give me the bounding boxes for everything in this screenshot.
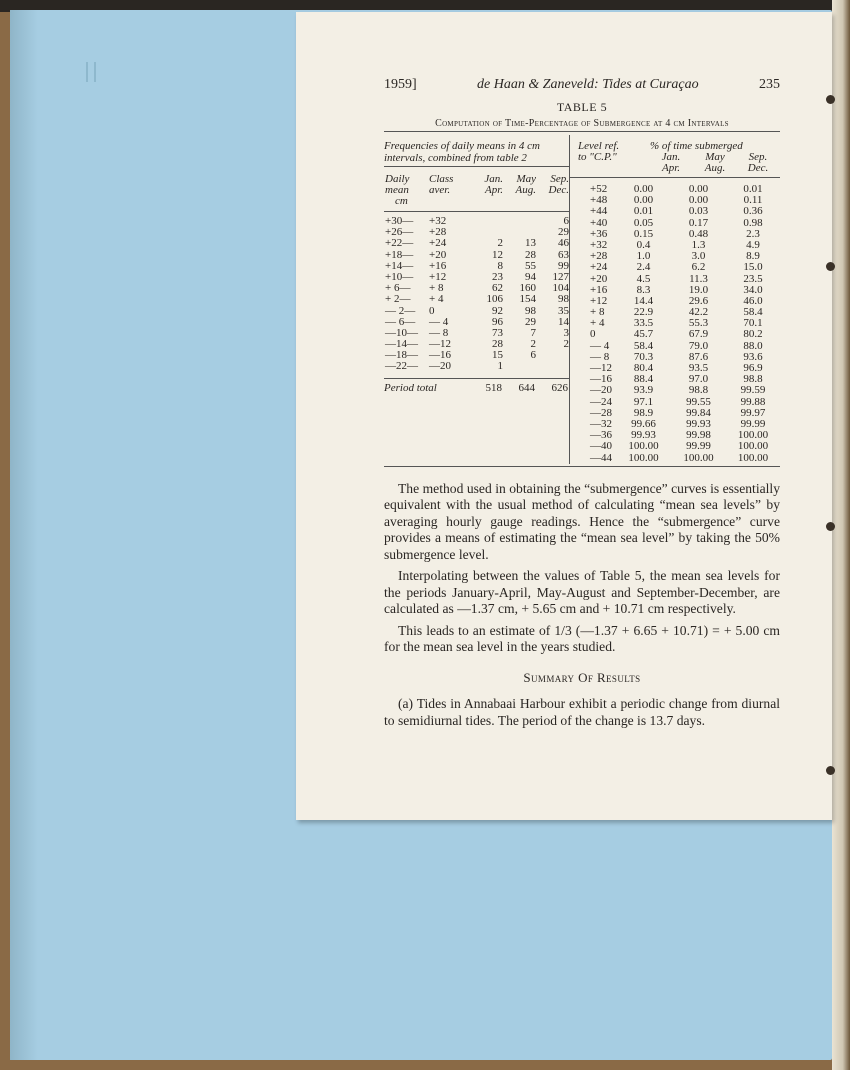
- submergence-cell: +48: [590, 194, 608, 207]
- rheader-jan: Jan.: [661, 151, 681, 163]
- frequency-cell: —16: [429, 349, 451, 362]
- submergence-cell: +20: [590, 272, 608, 285]
- staple-hole: [826, 766, 835, 775]
- frequency-cell: +32: [429, 215, 447, 227]
- table-bottom-rule: [384, 466, 780, 467]
- submergence-cell: 88.4: [633, 373, 654, 386]
- submergence-rows: [570, 184, 780, 464]
- period-total-label: Period total: [384, 381, 437, 394]
- frequency-cell: 28: [492, 338, 503, 351]
- submergence-cell: 0.01: [743, 183, 763, 195]
- frequency-cell: 98: [525, 304, 536, 317]
- frequency-cell: 23: [492, 270, 503, 283]
- submergence-cell: —32: [590, 417, 612, 430]
- submergence-cell: 100.00: [737, 440, 769, 453]
- submergence-cell: 0.98: [743, 216, 763, 229]
- staple-hole: [826, 95, 835, 104]
- submergence-cell: 2.4: [636, 261, 651, 274]
- period-total-jan-apr: 518: [485, 381, 502, 394]
- frequency-cell: 7: [530, 326, 536, 339]
- submergence-cell: + 4: [590, 317, 605, 330]
- frequency-cell: +30—: [385, 215, 414, 227]
- body-text: [384, 481, 780, 730]
- frequency-cell: 160: [519, 282, 536, 295]
- frequency-column-headers: [384, 174, 569, 207]
- submergence-cell: 0.00: [688, 183, 709, 195]
- frequency-cell: 94: [525, 270, 536, 283]
- period-may-aug: [694, 152, 736, 174]
- submergence-cell: 87.6: [688, 350, 709, 363]
- frequency-cell: 13: [525, 237, 536, 250]
- frequency-cell: +16: [429, 259, 447, 272]
- submergence-cell: 33.5: [633, 317, 654, 330]
- submergence-cell: 0.05: [633, 216, 654, 229]
- submergence-cell: 14.4: [633, 294, 654, 307]
- submergence-cell: + 8: [590, 306, 605, 319]
- submergence-cell: 34.0: [743, 283, 763, 296]
- period-headers: [648, 152, 780, 174]
- period-total-sep-dec: 626: [551, 381, 568, 394]
- frequency-cell: +18—: [385, 248, 414, 261]
- submergence-cell: —36: [590, 429, 612, 442]
- submergence-row: [570, 385, 780, 396]
- submergence-cell: 99.55: [686, 395, 711, 408]
- frequency-cell: 62: [492, 282, 503, 295]
- frequency-cell: 12: [492, 248, 503, 261]
- header-aver: aver.: [429, 184, 451, 196]
- submergence-row: [570, 206, 780, 217]
- submergence-cell: 88.0: [743, 339, 763, 352]
- submergence-cell: —44: [590, 451, 612, 464]
- frequency-cell: [503, 216, 536, 227]
- header-daily: Daily: [385, 173, 410, 185]
- submergence-row: [570, 274, 780, 285]
- header-dec: Dec.: [548, 184, 569, 196]
- submergence-cell: 67.9: [688, 328, 709, 341]
- submergence-cell: 6.2: [691, 261, 706, 274]
- frequency-cell: +10—: [385, 270, 414, 283]
- crease-mark: [86, 62, 96, 82]
- submergence-cell: 100.00: [683, 451, 714, 464]
- submergence-cell: 98.8: [688, 384, 709, 397]
- submergence-cell: —24: [590, 395, 612, 408]
- submergence-table: [570, 135, 780, 464]
- page-number: 235: [758, 77, 780, 92]
- header-jan: Jan.: [484, 173, 503, 185]
- frequency-cell: 6: [563, 215, 569, 227]
- table-top-rule: [384, 131, 780, 132]
- frequency-cell: — 8: [429, 326, 449, 339]
- submergence-header-rule: [570, 177, 780, 178]
- submergence-cell: 29.6: [688, 294, 709, 307]
- sep-dec-header: [536, 174, 569, 207]
- period-jan-apr: [648, 152, 694, 174]
- submergence-row: [570, 453, 780, 464]
- submergence-cell: 55.3: [688, 317, 709, 330]
- frequency-cell: + 2—: [385, 293, 411, 306]
- staple-hole: [826, 262, 835, 271]
- header-to-cp: to "C.P.": [578, 151, 617, 163]
- frequency-cell: [536, 361, 569, 372]
- may-aug-header: [503, 174, 536, 207]
- submergence-cell: 15.0: [743, 261, 763, 274]
- submergence-cell: 79.0: [688, 339, 709, 352]
- jan-apr-header: [473, 174, 503, 207]
- frequency-row: [384, 306, 569, 317]
- paragraph-interpolating: Interpolating between the values of Table 5, the mean sea levels for the periods January-April, May-August and September-December, are calculated as —1.37 cm, + 5.65 cm and + 10.71 cm respectively.: [384, 568, 780, 617]
- submergence-cell: 4.5: [636, 272, 651, 285]
- frequency-cell: 2: [530, 338, 536, 351]
- submergence-cell: 0.01: [633, 205, 654, 218]
- submergence-headers: [570, 135, 780, 174]
- header-sep: Sep.: [550, 173, 569, 185]
- submergence-cell: 99.99: [740, 417, 766, 430]
- submergence-cell: —40: [590, 440, 612, 453]
- submergence-cell: 0.03: [688, 205, 709, 218]
- submergence-cell: 46.0: [743, 294, 763, 307]
- frequency-note: Frequencies of daily means in 4 cm intervals, combined from table 2: [384, 140, 540, 164]
- submergence-cell: 96.9: [743, 362, 763, 374]
- frequency-cell: 15: [492, 349, 503, 362]
- frequency-cell: +28: [429, 226, 447, 239]
- submergence-cell: 0.00: [688, 194, 709, 207]
- frequency-cell: +12: [429, 270, 447, 283]
- submergence-cell: 99.99: [686, 440, 711, 453]
- rheader-apr: Apr.: [661, 162, 681, 174]
- frequency-cell: 96: [492, 315, 503, 328]
- paragraph-summary-a: (a) Tides in Annabaai Harbour exhibit a periodic change from diurnal to semidiurnal tides. The period of the change is 13.7 days.: [384, 696, 780, 728]
- submergence-cell: 2.3: [746, 227, 760, 240]
- percent-submerged-header: [648, 141, 780, 174]
- submergence-cell: 8.9: [746, 250, 760, 263]
- frequency-cell: 99: [558, 259, 569, 272]
- frequency-cell: 63: [558, 248, 569, 261]
- period-total-row: [384, 383, 569, 394]
- frequency-cell: 2: [497, 237, 503, 250]
- submergence-cell: 0.4: [636, 238, 651, 251]
- rheader-may: May: [705, 151, 725, 163]
- frequency-cell: +22—: [385, 237, 414, 250]
- submergence-cell: 42.2: [688, 306, 709, 319]
- frequency-cell: 106: [486, 293, 503, 306]
- submergence-cell: — 8: [590, 350, 610, 363]
- submergence-cell: 58.4: [633, 339, 654, 352]
- submergence-cell: 99.88: [740, 395, 766, 408]
- submergence-cell: 0.00: [633, 183, 654, 195]
- submergence-cell: 3.0: [691, 250, 706, 263]
- frequency-cell: 6: [530, 349, 536, 362]
- frequency-cell: 92: [492, 304, 503, 317]
- submergence-cell: 4.9: [746, 238, 760, 251]
- submergence-cell: 0.17: [688, 216, 709, 229]
- submergence-cell: +12: [590, 294, 608, 307]
- submergence-cell: 80.4: [633, 362, 654, 374]
- submergence-cell: 0.48: [688, 227, 709, 240]
- submergence-cell: +28: [590, 250, 608, 263]
- frequency-cell: 73: [492, 326, 503, 339]
- table-5: [384, 135, 780, 464]
- submergence-cell: 1.3: [691, 238, 706, 251]
- submergence-cell: 0.00: [633, 194, 654, 207]
- submergence-cell: 93.6: [743, 350, 763, 363]
- submergence-cell: +16: [590, 283, 608, 296]
- header-apr: Apr.: [484, 184, 503, 196]
- paragraph-method: The method used in obtaining the “submergence” curves is essentially equivalent with the usual method of calculating “mean sea levels” by averaging hourly gauge readings. Hence the “submergence” curve provides a means of estimating the “mean sea level” by taking the 50% submergence level.: [384, 480, 780, 562]
- note-rule: [384, 166, 569, 167]
- frequency-row: [384, 294, 569, 305]
- rheader-dec: Dec.: [747, 162, 769, 174]
- frequency-row: [384, 238, 569, 249]
- backing-shadow: [10, 10, 38, 1060]
- submergence-cell: 11.3: [689, 272, 708, 285]
- frequency-cell: [536, 350, 569, 361]
- submergence-cell: 93.5: [688, 362, 709, 374]
- submergence-cell: 22.9: [633, 306, 654, 319]
- summary-heading: Summary Of Results: [523, 669, 641, 685]
- submergence-cell: 45.7: [633, 328, 654, 341]
- frequency-cell: —10—: [385, 326, 418, 339]
- header-rule: [384, 211, 569, 212]
- submergence-cell: 100.00: [737, 451, 769, 464]
- submergence-cell: 8.3: [636, 283, 651, 296]
- submergence-cell: —12: [590, 362, 612, 374]
- submergence-cell: +32: [590, 238, 608, 251]
- running-header: [384, 76, 780, 94]
- submergence-cell: 100.00: [628, 440, 659, 453]
- frequency-cell: + 4: [429, 293, 444, 306]
- frequency-cell: 46: [558, 237, 569, 250]
- frequency-row: [384, 361, 569, 372]
- submergence-cell: +40: [590, 216, 608, 229]
- table-caption: Computation of Time-Percentage of Submergence at 4 cm Intervals: [435, 118, 729, 129]
- submergence-cell: —28: [590, 406, 612, 419]
- frequency-cell: —12: [429, 338, 451, 351]
- submergence-cell: 93.9: [633, 384, 654, 397]
- frequency-table: [384, 135, 570, 464]
- frequency-cell: + 8: [429, 282, 444, 295]
- period-sep-dec: [736, 152, 780, 174]
- frequency-cell: 29: [525, 315, 536, 328]
- frequency-cell: 55: [525, 259, 536, 272]
- frequency-cell: —14—: [385, 338, 418, 351]
- page-content: [384, 76, 780, 734]
- submergence-cell: 0: [590, 328, 596, 341]
- frequency-cell: 28: [525, 248, 536, 261]
- frequency-cell: — 6—: [385, 315, 416, 328]
- level-ref-header: [570, 141, 648, 174]
- submergence-row: [570, 441, 780, 452]
- table-label: TABLE 5: [556, 100, 608, 114]
- submergence-row: [570, 329, 780, 340]
- frequency-cell: 2: [563, 338, 569, 351]
- submergence-cell: 1.0: [636, 250, 651, 263]
- submergence-cell: — 4: [590, 339, 610, 352]
- submergence-cell: 97.0: [688, 373, 709, 386]
- submergence-cell: 99.59: [740, 384, 766, 397]
- submergence-cell: 99.93: [686, 417, 711, 430]
- submergence-cell: 58.4: [743, 306, 763, 319]
- paragraph-estimate: This leads to an estimate of 1/3 (—1.37 + 6.65 + 10.71) = + 5.00 cm for the mean sea level in the years studied.: [384, 622, 780, 655]
- submergence-cell: +24: [590, 261, 608, 274]
- submergence-cell: 23.5: [743, 272, 763, 285]
- header-aug: Aug.: [515, 184, 536, 196]
- frequency-cell: +20: [429, 248, 447, 261]
- frequency-cell: 35: [558, 304, 569, 317]
- frequency-cell: +14—: [385, 259, 414, 272]
- submergence-cell: 99.98: [686, 429, 711, 442]
- frequency-cell: [473, 216, 503, 227]
- staple-hole: [826, 522, 835, 531]
- submergence-cell: 0.11: [743, 194, 763, 207]
- submergence-cell: 99.66: [631, 417, 656, 430]
- class-aver-header: [429, 174, 473, 207]
- frequency-row: [384, 272, 569, 283]
- frequency-cell: 3: [563, 326, 569, 339]
- frequency-cell: —20: [429, 360, 451, 373]
- period-total-may-aug: 644: [518, 381, 535, 394]
- header-percent-submerged: % of time submerged: [650, 140, 743, 152]
- header-year: 1959]: [384, 77, 417, 92]
- header-mean: mean: [385, 184, 409, 196]
- frequency-rows: [384, 216, 569, 373]
- header-level-ref: Level ref.: [578, 140, 620, 152]
- submergence-cell: 70.3: [633, 350, 654, 363]
- submergence-cell: +36: [590, 227, 608, 240]
- header-title: de Haan & Zaneveld: Tides at Curaçao: [477, 77, 699, 92]
- binding-edge: [832, 0, 850, 1070]
- frequency-cell: —18—: [385, 349, 418, 362]
- frequency-cell: + 6—: [385, 282, 411, 295]
- submergence-cell: +44: [590, 205, 608, 218]
- submergence-cell: 98.8: [743, 373, 763, 386]
- submergence-cell: 70.1: [743, 317, 763, 330]
- rheader-aug: Aug.: [704, 162, 726, 174]
- header-class: Class: [429, 173, 454, 185]
- header-cm: cm: [395, 195, 408, 207]
- total-rule: [384, 378, 569, 379]
- submergence-cell: 19.0: [688, 283, 709, 296]
- frequency-cell: 8: [497, 259, 503, 272]
- header-may: May: [516, 173, 536, 185]
- submergence-cell: 99.97: [740, 406, 766, 419]
- frequency-cell: 127: [552, 270, 569, 283]
- submergence-cell: 99.93: [631, 429, 656, 442]
- submergence-cell: —16: [590, 373, 612, 386]
- frequency-cell: — 2—: [385, 304, 416, 317]
- submergence-cell: 100.00: [628, 451, 659, 464]
- frequency-cell: 154: [519, 293, 536, 306]
- rheader-sep: Sep.: [748, 151, 768, 163]
- frequency-cell: +24: [429, 237, 447, 250]
- frequency-cell: [503, 361, 536, 372]
- frequency-cell: 98: [558, 293, 569, 306]
- frequency-cell: 1: [497, 360, 503, 373]
- submergence-cell: 0.36: [743, 205, 763, 218]
- submergence-cell: +52: [590, 183, 608, 195]
- submergence-cell: 80.2: [743, 328, 763, 341]
- frequency-cell: —22—: [385, 360, 418, 373]
- submergence-cell: 98.9: [633, 406, 654, 419]
- submergence-cell: 0.15: [633, 227, 654, 240]
- frequency-cell: — 4: [429, 315, 449, 328]
- submergence-row: [570, 262, 780, 273]
- frequency-cell: 29: [558, 226, 569, 239]
- frequency-cell: 0: [429, 304, 435, 317]
- frequency-cell: 14: [558, 315, 569, 328]
- submergence-cell: 97.1: [633, 395, 654, 408]
- daily-mean-header: [384, 174, 429, 207]
- frequency-cell: 104: [552, 282, 569, 295]
- frequency-cell: +26—: [385, 226, 414, 239]
- submergence-cell: 100.00: [737, 429, 769, 442]
- submergence-cell: —20: [590, 384, 612, 397]
- submergence-cell: 99.84: [686, 406, 711, 419]
- frequency-row: [384, 283, 569, 294]
